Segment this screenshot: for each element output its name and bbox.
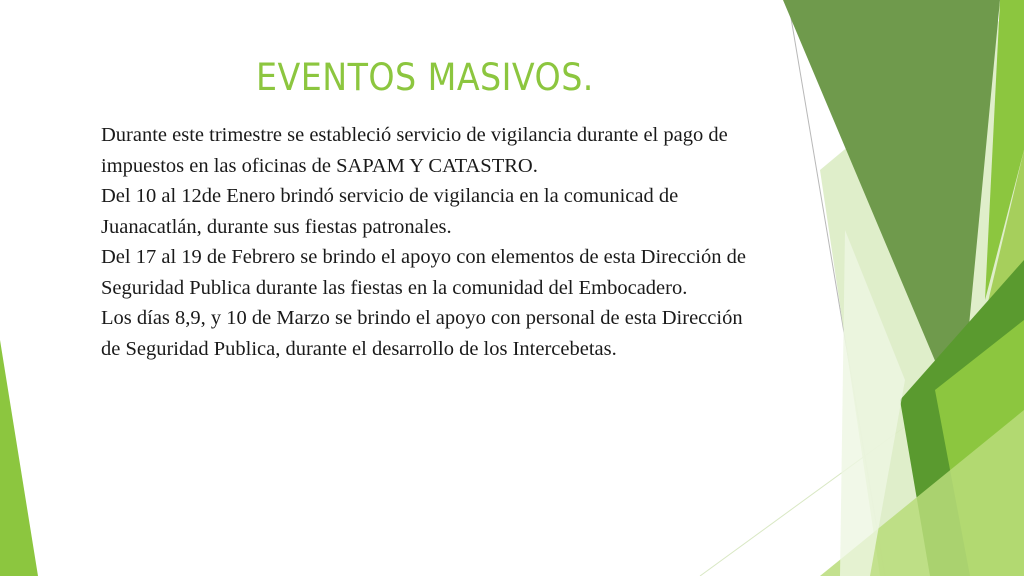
- paragraph-embocadero: Del 17 al 19 de Febrero se brindo el apoyo con elementos de esta Dirección de Seguridad Publica durante las fiestas en la comunidad del Embocadero.: [101, 246, 746, 299]
- paragraph-sapam-catastro: Durante este trimestre se estableció servicio de vigilancia durante el pago de impuestos en las oficinas de SAPAM Y CATASTRO.: [101, 124, 728, 177]
- left-edge-triangle: [0, 340, 38, 576]
- slide-body-text: [101, 120, 761, 364]
- slide-title: EVENTOS MASIVOS.: [256, 56, 594, 99]
- paragraph-juanacatlan: Del 10 al 12de Enero brindó servicio de vigilancia en la comunicad de Juanacatlán, durante sus fiestas patronales.: [101, 185, 679, 238]
- paragraph-intercebetas: Los días 8,9, y 10 de Marzo se brindo el apoyo con personal de esta Dirección de Seguridad Publica, durante el desarrollo de los Intercebetas.: [101, 307, 743, 360]
